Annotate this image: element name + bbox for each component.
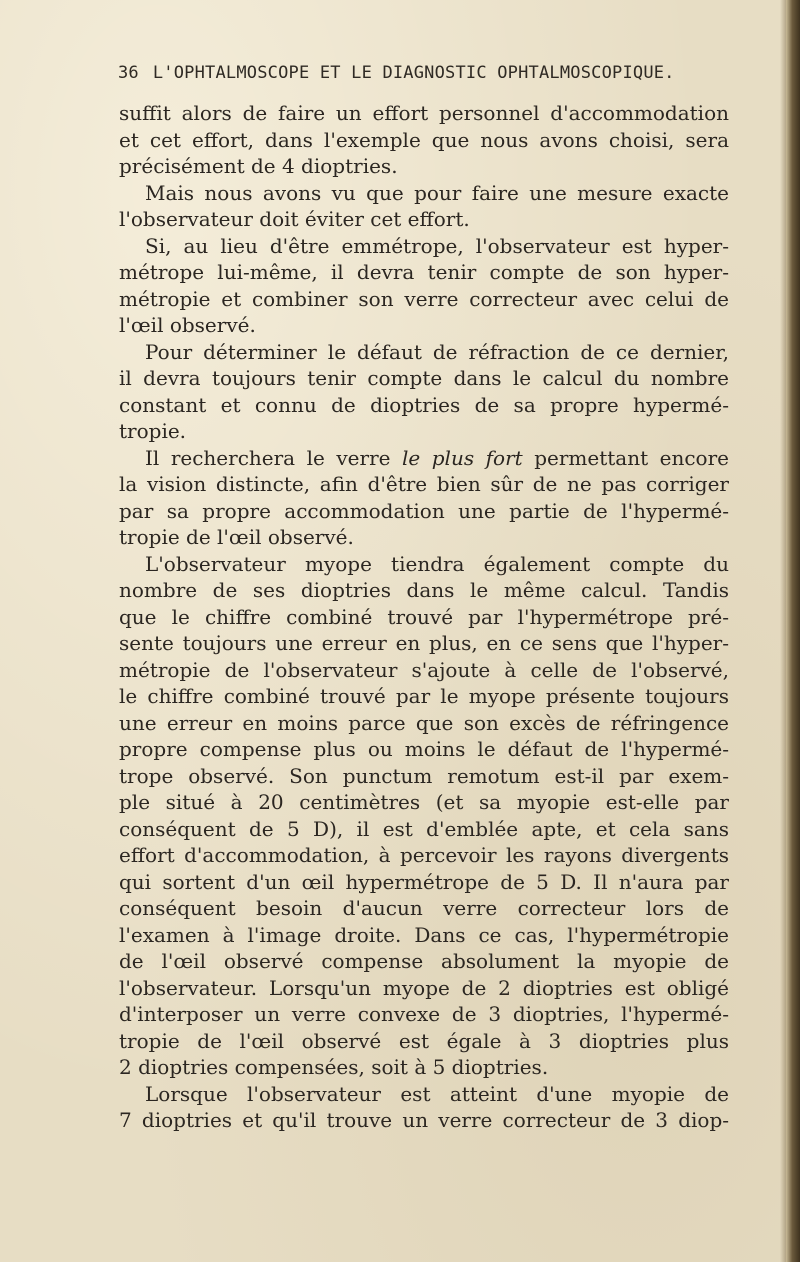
text-line: tropie.: [119, 419, 187, 443]
text-line: l'examen à l'image droite. Dans ce cas, l'hypermétropie: [119, 922, 729, 947]
book-spine-edge: [786, 0, 800, 1262]
text-line: l'observateur. Lorsqu'un myope de 2 dioptries est obligé: [119, 975, 729, 1000]
text-line: Mais nous avons vu que pour faire une mesure exacte: [145, 180, 729, 205]
text-line: d'interposer un verre convexe de 3 dioptries, l'hypermé-: [119, 1002, 729, 1026]
page-body-text: [119, 100, 729, 1134]
text-line: L'observateur myope tiendra également compte du: [145, 551, 729, 576]
text-line: constant et connu de dioptries de sa propre hypermé-: [119, 392, 729, 417]
text-line: par sa propre accommodation une partie de l'hypermé-: [119, 498, 729, 523]
text-line: Si, au lieu d'être emmétrope, l'observateur est hyper-: [145, 233, 729, 258]
text-line: propre compense plus ou moins le défaut de l'hypermé-: [119, 737, 729, 761]
text-line: l'œil observé.: [119, 313, 256, 337]
text-segment: Il recherchera le verre: [145, 445, 402, 470]
text-line: 2 dioptries compensées, soit à 5 dioptries.: [119, 1055, 549, 1079]
text-line: 7 dioptries et qu'il trouve un verre correcteur de 3 diop-: [119, 1108, 729, 1132]
text-line: qui sortent d'un œil hypermétrope de 5 D. Il n'aura par: [119, 869, 729, 894]
text-line: Pour déterminer le défaut de réfraction de ce dernier,: [145, 339, 729, 364]
text-line: il devra toujours tenir compte dans le calcul du nombre: [119, 366, 729, 390]
text-line: une erreur en moins parce que son excès de réfringence: [119, 710, 729, 735]
text-line: sente toujours une erreur en plus, en ce sens que l'hyper-: [119, 631, 729, 655]
text-line: effort d'accommodation, à percevoir les rayons divergents: [119, 843, 729, 867]
text-line: conséquent besoin d'aucun verre correcteur lors de: [119, 896, 729, 920]
text-line-with-italic: [119, 445, 729, 472]
text-line: que le chiffre combiné trouvé par l'hypermétrope pré-: [119, 604, 729, 629]
text-line: la vision distincte, afin d'être bien sûr de ne pas corriger: [119, 472, 729, 496]
text-line: tropie de l'œil observé.: [119, 525, 354, 549]
text-line: nombre de ses dioptries dans le même calcul. Tandis: [119, 578, 729, 602]
text-line: précisément de 4 dioptries.: [119, 154, 398, 178]
page-number: 36: [118, 63, 139, 83]
text-line: trope observé. Son punctum remotum est-il par exem-: [119, 763, 729, 788]
italic-emphasis: le plus fort: [402, 445, 523, 470]
text-line: et cet effort, dans l'exemple que nous avons choisi, sera: [119, 127, 729, 152]
text-line: métrope lui-même, il devra tenir compte de son hyper-: [119, 260, 729, 284]
running-header: [118, 60, 730, 86]
text-line: conséquent de 5 D), il est d'emblée apte, et cela sans: [119, 816, 729, 841]
text-line: le chiffre combiné trouvé par le myope présente toujours: [119, 684, 729, 708]
text-line: tropie de l'œil observé est égale à 3 dioptries plus: [119, 1028, 729, 1053]
text-segment: permettant encore: [522, 445, 729, 470]
text-line: Lorsque l'observateur est atteint d'une myopie de: [145, 1081, 729, 1106]
text-line: métropie et combiner son verre correcteur avec celui de: [119, 286, 729, 311]
text-line: ple situé à 20 centimètres (et sa myopie est-elle par: [119, 790, 729, 814]
text-line: suffit alors de faire un effort personnel d'accommodation: [119, 101, 729, 125]
running-title: L'OPHTALMOSCOPE ET LE DIAGNOSTIC OPHTALMOSCOPIQUE.: [152, 63, 675, 83]
text-line: métropie de l'observateur s'ajoute à celle de l'observé,: [119, 657, 729, 682]
text-line: de l'œil observé compense absolument la myopie de: [119, 949, 729, 973]
text-line: l'observateur doit éviter cet effort.: [119, 207, 470, 231]
